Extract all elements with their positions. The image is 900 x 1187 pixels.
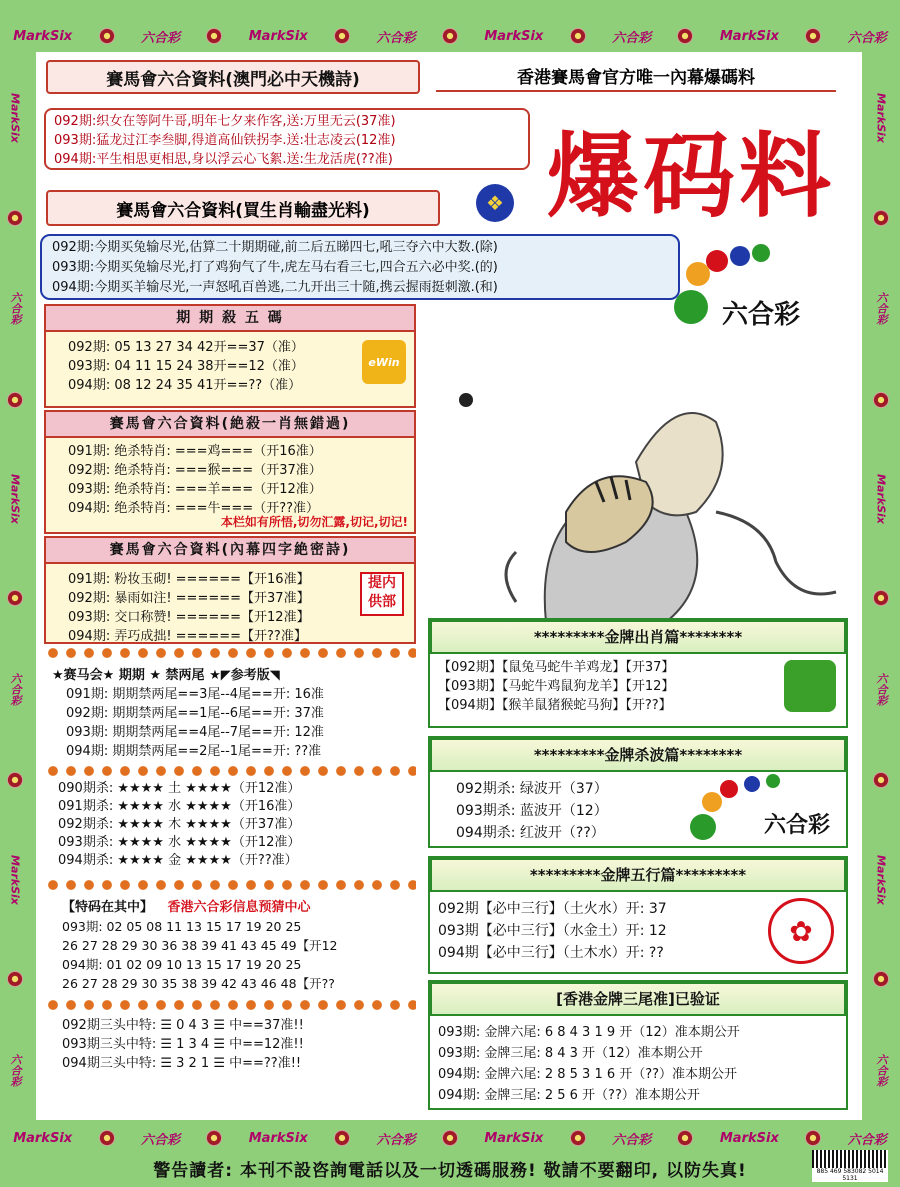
gold-five-elements-section bbox=[428, 856, 848, 974]
poem-line: 094期:今期买羊输尽光,一声怒吼百兽逃,二九开出三十随,携云握雨挺刺激.(和) bbox=[52, 280, 498, 295]
border-text: 六合彩 bbox=[9, 1053, 22, 1087]
green-ball-icon bbox=[674, 290, 708, 324]
flower-icon bbox=[99, 28, 115, 44]
border-text: 六合彩 bbox=[612, 30, 652, 46]
result-row: 091期: 期期禁两尾==3尾--4尾==开: 16准 bbox=[66, 687, 324, 702]
numbers-section bbox=[46, 898, 416, 994]
result-row: 093期: 绝杀特肖: ===羊===（开12准） bbox=[68, 482, 322, 497]
flower-icon bbox=[442, 1130, 458, 1146]
numbers-row: 26 27 28 29 30 36 38 39 41 43 45 49【开12 bbox=[62, 938, 338, 953]
orange-ball-icon bbox=[686, 262, 710, 286]
result-row: 092期: 05 13 27 34 42开==37（准） bbox=[68, 340, 304, 355]
border-text: 六合彩 bbox=[140, 1132, 180, 1148]
divider-dots bbox=[44, 764, 416, 778]
result-row: 【093期】【马蛇牛鸡鼠狗龙羊】【开12】 bbox=[438, 679, 675, 694]
border-text: MarkSix bbox=[719, 1130, 779, 1146]
blue-ball-icon bbox=[744, 776, 760, 792]
numbers-row: 26 27 28 29 30 35 38 39 42 43 46 48【开?? bbox=[62, 976, 335, 991]
result-row: 094期: 金牌六尾: 2 8 5 3 1 6 开（??）准本期公开 bbox=[438, 1067, 738, 1082]
header-zodiac-title: 賽馬會六合資料(買生肖輸盡光料) bbox=[46, 190, 440, 226]
three-head-section bbox=[46, 1016, 416, 1086]
result-row: 094期杀: 红波开（??） bbox=[456, 825, 605, 841]
numbers-row: 094期: 01 02 09 10 13 15 17 19 20 25 bbox=[62, 957, 302, 972]
border-text: MarkSix bbox=[248, 1130, 308, 1146]
numbers-row: 093期: 02 05 08 11 13 15 17 19 20 25 bbox=[62, 919, 302, 934]
result-row: 【092期】【鼠兔马蛇牛羊鸡龙】【开37】 bbox=[438, 660, 675, 675]
result-row: 092期: 绝杀特肖: ===猴===（开37准） bbox=[68, 463, 322, 478]
header-left-title: 賽馬會六合資料(澳門必中天機詩) bbox=[46, 60, 420, 94]
section-title: *********金牌杀波篇******** bbox=[430, 738, 846, 772]
poem-box-2 bbox=[40, 234, 680, 300]
hk-emblem-icon: ✿ bbox=[768, 898, 834, 964]
gold-wave-section bbox=[428, 736, 848, 848]
internal-stamp: 提内供部 bbox=[360, 572, 404, 616]
flower-icon bbox=[677, 1130, 693, 1146]
barcode-icon bbox=[812, 1150, 888, 1182]
section-title: 期 期 殺 五 碼 bbox=[46, 306, 414, 332]
flower-icon bbox=[442, 28, 458, 44]
result-row: 093期: 交口称赞! ======【开12准】 bbox=[68, 610, 310, 625]
tiger-illustration bbox=[416, 342, 856, 632]
flower-icon bbox=[334, 28, 350, 44]
lottery-balls-logo bbox=[686, 250, 846, 330]
money-bag-icon bbox=[784, 660, 836, 712]
poem-box-1 bbox=[44, 108, 530, 170]
border-text: MarkSix bbox=[13, 28, 73, 44]
four-word-section bbox=[44, 536, 416, 644]
poem-line: 093期:今期买兔输尽光,打了鸡狗气了牛,虎左马右看三七,四合五六必中奖.(的) bbox=[52, 260, 498, 275]
blue-ball-icon bbox=[730, 246, 750, 266]
result-row: 092期: 暴雨如注! ======【开37准】 bbox=[68, 591, 310, 606]
border-text: 六合彩 bbox=[140, 30, 180, 46]
flower-icon bbox=[873, 210, 889, 226]
border-text: 六合彩 bbox=[9, 292, 22, 326]
border-text: MarkSix bbox=[484, 28, 544, 44]
border-text: 六合彩 bbox=[9, 672, 22, 706]
result-row: 092期: 期期禁两尾==1尾--6尾==开: 37准 bbox=[66, 706, 324, 721]
result-row: 【094期】【猴羊鼠猪猴蛇马狗】【开??】 bbox=[438, 698, 672, 713]
border-text: 六合彩 bbox=[376, 30, 416, 46]
flower-icon bbox=[7, 971, 23, 987]
content-area bbox=[36, 52, 862, 1120]
flower-icon bbox=[206, 1130, 222, 1146]
liuhecai-label: 六合彩 bbox=[763, 812, 830, 838]
divider-dots bbox=[44, 878, 416, 892]
border-text: 六合彩 bbox=[612, 1132, 652, 1148]
divider-dots bbox=[44, 998, 416, 1012]
result-row: 094期三头中特: ☰ 3 2 1 ☰ 中==??准!! bbox=[62, 1056, 302, 1071]
result-row: 093期三头中特: ☰ 1 3 4 ☰ 中==12准!! bbox=[62, 1037, 304, 1052]
result-row: 092期杀: ★★★★ 木 ★★★★（开37准） bbox=[58, 817, 301, 832]
border-text: 六合彩 bbox=[875, 1053, 888, 1087]
result-row: 093期【必中三行】（水金土）开: 12 bbox=[438, 923, 667, 939]
result-row: 093期杀: ★★★★ 水 ★★★★（开12准） bbox=[58, 835, 301, 850]
poem-line: 093期:猛龙过江李叁脚,得道高仙铁拐李.送:壮志凌云(12准) bbox=[54, 133, 396, 148]
result-row: 092期杀: 绿波开（37） bbox=[456, 781, 608, 797]
result-row: 094期杀: ★★★★ 金 ★★★★（开??准） bbox=[58, 853, 298, 868]
flower-icon bbox=[805, 1130, 821, 1146]
section-title: 賽馬會六合資料(內幕四字絶密詩) bbox=[46, 538, 414, 564]
flower-icon bbox=[873, 590, 889, 606]
red-ball-icon bbox=[706, 250, 728, 272]
border-text: MarkSix bbox=[8, 93, 22, 144]
flower-icon bbox=[99, 1130, 115, 1146]
result-row: 091期: 绝杀特肖: ===鸡===（开16准） bbox=[68, 444, 322, 459]
section-title: ★赛马会★ 期期 ★ 禁两尾 ★◤参考版◥ bbox=[52, 668, 280, 683]
result-row: 093期: 金牌三尾: 8 4 3 开（12）准本期公开 bbox=[438, 1046, 703, 1061]
border-text: 六合彩 bbox=[875, 672, 888, 706]
border-text: MarkSix bbox=[248, 28, 308, 44]
flower-icon bbox=[873, 392, 889, 408]
left-border bbox=[2, 60, 28, 1120]
orange-ball-icon bbox=[702, 792, 722, 812]
warning-note: 本栏如有所悟,切勿汇露,切记,切记! bbox=[220, 515, 408, 529]
bottom-border bbox=[0, 1124, 900, 1152]
barcode-number: 885 469 583082 5014 5131 bbox=[812, 1168, 888, 1182]
flower-icon bbox=[805, 28, 821, 44]
result-row: 093期: 04 11 15 24 38开==12（准） bbox=[68, 359, 304, 374]
red-ball-icon bbox=[720, 780, 738, 798]
result-row: 092期【必中三行】（土火水）开: 37 bbox=[438, 901, 667, 917]
poem-line: 094期:平生相思更相思,身以浮云心飞絮.送:生龙活虎(??准) bbox=[54, 152, 393, 167]
flower-icon bbox=[570, 1130, 586, 1146]
border-text: MarkSix bbox=[719, 28, 779, 44]
liuhecai-label: 六合彩 bbox=[722, 300, 801, 330]
result-row: 094期: 08 12 24 35 41开==??（准） bbox=[68, 378, 302, 393]
kill-five-section bbox=[44, 304, 416, 408]
flower-icon bbox=[7, 772, 23, 788]
border-text: MarkSix bbox=[8, 474, 22, 524]
flower-icon bbox=[7, 590, 23, 606]
result-row: 094期: 弄巧成拙! ======【开??准】 bbox=[68, 629, 307, 644]
result-row: 094期: 金牌三尾: 2 5 6 开（??）准本期公开 bbox=[438, 1088, 700, 1103]
result-row: 094期【必中三行】（土木水）开: ?? bbox=[438, 945, 664, 961]
result-row: 093期: 金牌六尾: 6 8 4 3 1 9 开（12）准本期公开 bbox=[438, 1025, 740, 1040]
divider-dots bbox=[44, 646, 416, 660]
top-border bbox=[0, 22, 900, 50]
flower-icon bbox=[334, 1130, 350, 1146]
result-row: 091期杀: ★★★★ 水 ★★★★（开16准） bbox=[58, 799, 301, 814]
flower-icon bbox=[873, 772, 889, 788]
result-row: 094期: 期期禁两尾==2尾--1尾==开: ??准 bbox=[66, 744, 322, 759]
gold-tail-section bbox=[428, 980, 848, 1110]
warning-footer: 警告讀者: 本刊不設咨詢電話以及一切透碼服務! 敬請不要翻印, 以防失真! bbox=[0, 1150, 900, 1187]
right-border bbox=[868, 60, 894, 1120]
result-row: 093期: 期期禁两尾==4尾--7尾==开: 12准 bbox=[66, 725, 324, 740]
border-text: MarkSix bbox=[874, 854, 888, 905]
tail-section bbox=[46, 666, 416, 762]
border-text: 六合彩 bbox=[875, 292, 888, 326]
poem-line: 092期:今期买兔输尽光,估算二十期期碰,前二后五睇四七,吼三夺六中大数.(除) bbox=[52, 240, 498, 255]
border-text: MarkSix bbox=[874, 474, 888, 524]
big-title: 爆码料 bbox=[546, 122, 835, 230]
section-title: [香港金牌三尾准]已验证 bbox=[430, 982, 846, 1016]
flower-icon bbox=[206, 28, 222, 44]
jockey-club-logo-icon: ❖ bbox=[476, 184, 514, 222]
result-row: 092期三头中特: ☰ 0 4 3 ☰ 中==37准!! bbox=[62, 1018, 304, 1033]
section-title: 賽馬會六合資料(絶殺一肖無錯過) bbox=[46, 412, 414, 438]
result-row: 091期: 粉妆玉砌! ======【开16准】 bbox=[68, 572, 310, 587]
green-ball-icon bbox=[766, 774, 780, 788]
flower-icon bbox=[570, 28, 586, 44]
header-right-title: 香港賽馬會官方唯一內幕爆碼料 bbox=[436, 60, 836, 92]
border-text: MarkSix bbox=[8, 854, 22, 905]
kill-zodiac-section bbox=[44, 410, 416, 534]
border-text: 六合彩 bbox=[376, 1132, 416, 1148]
poem-line: 092期:织女在等阿牛哥,明年七夕来作客,送:万里无云(37准) bbox=[54, 114, 396, 129]
border-text: MarkSix bbox=[874, 93, 888, 144]
green-ball-icon bbox=[752, 244, 770, 262]
numbers-center: 香港六合彩信息预猜中心 bbox=[167, 900, 311, 915]
border-text: 六合彩 bbox=[847, 30, 887, 46]
flower-icon bbox=[873, 971, 889, 987]
border-text: MarkSix bbox=[484, 1130, 544, 1146]
ewin-badge-icon: eWin bbox=[362, 340, 406, 384]
section-title: *********金牌五行篇********* bbox=[430, 858, 846, 892]
flower-icon bbox=[677, 28, 693, 44]
flower-icon bbox=[7, 210, 23, 226]
section-title: *********金牌出肖篇******** bbox=[430, 620, 846, 654]
numbers-label: 【特码在其中】 bbox=[62, 900, 154, 915]
gold-zodiac-section bbox=[428, 618, 848, 728]
result-row: 094期: 绝杀特肖: ===牛===（开??准） bbox=[68, 501, 319, 516]
result-row: 090期杀: ★★★★ 土 ★★★★（开12准） bbox=[58, 781, 301, 796]
border-text: 六合彩 bbox=[847, 1132, 887, 1148]
result-row: 093期杀: 蓝波开（12） bbox=[456, 803, 608, 819]
green-ball-icon bbox=[690, 814, 716, 840]
flower-icon bbox=[7, 392, 23, 408]
element-kill-section bbox=[46, 780, 416, 876]
border-text: MarkSix bbox=[13, 1130, 73, 1146]
